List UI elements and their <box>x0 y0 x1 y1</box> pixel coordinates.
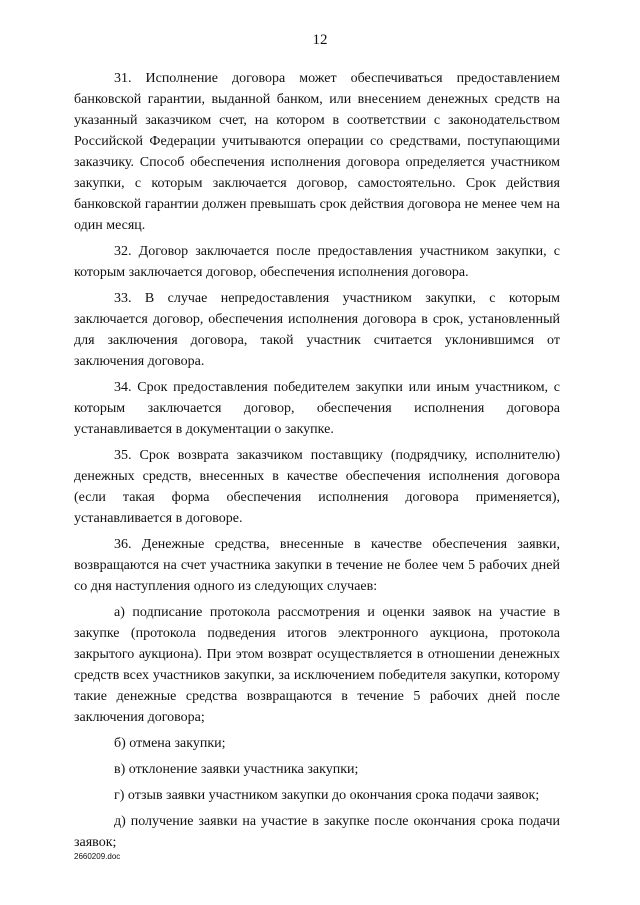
list-item-a: а) подписание протокола рассмотрения и оценки заявок на участие в закупке (протокола подведения итогов электронного аукциона, протокола закрытого аукциона). При этом возврат осуществляется в отношении денежных средств всех участников закупки, за исключением победителя закупки, которому такие денежные средства возвращаются в течение 5 рабочих дней после заключения договора; <box>74 605 560 725</box>
paragraph-36: 36. Денежные средства, внесенные в качестве обеспечения заявки, возвращаются на счет участника закупки в течение не более чем 5 рабочих дней со дня наступления одного из следующих случаев: <box>74 537 560 594</box>
paragraph-32: 32. Договор заключается после предоставления участником закупки, с которым заключается договор, обеспечения исполнения договора. <box>74 244 560 280</box>
paragraph-33: 33. В случае непредоставления участником закупки, с которым заключается договор, обеспечения исполнения договора в срок, установленный для заключения договора, такой участник считается уклонившимся от заключения договора. <box>74 291 560 369</box>
list-item-g: г) отзыв заявки участником закупки до окончания срока подачи заявок; <box>114 788 540 803</box>
page-number: 12 <box>312 32 328 48</box>
document-filename: 2660209.doc <box>74 852 121 861</box>
list-item-b: б) отмена закупки; <box>114 736 226 751</box>
document-body <box>74 68 560 853</box>
list-item-v: в) отклонение заявки участника закупки; <box>114 762 359 777</box>
paragraph-31: 31. Исполнение договора может обеспечиваться предоставлением банковской гарантии, выданной банком, или внесением денежных средств на указанный заказчиком счет, на котором в соответствии с законодательством Российской Федерации учитываются операции со средствами, поступающими заказчику. Способ обеспечения исполнения договора определяется участником закупки, с которым заключается договор, самостоятельно. Срок действия банковской гарантии должен превышать срок действия договора не менее чем на один месяц. <box>74 71 560 233</box>
list-item-d: д) получение заявки на участие в закупке после окончания срока подачи заявок; <box>74 814 560 850</box>
paragraph-34: 34. Срок предоставления победителем закупки или иным участником, с которым заключается договор, обеспечения исполнения договора устанавливается в документации о закупке. <box>74 380 560 437</box>
paragraph-35: 35. Срок возврата заказчиком поставщику (подрядчику, исполнителю) денежных средств, внесенных в качестве обеспечения исполнения договора (если такая форма обеспечения исполнения договора применяется), устанавливается в договоре. <box>74 448 560 526</box>
